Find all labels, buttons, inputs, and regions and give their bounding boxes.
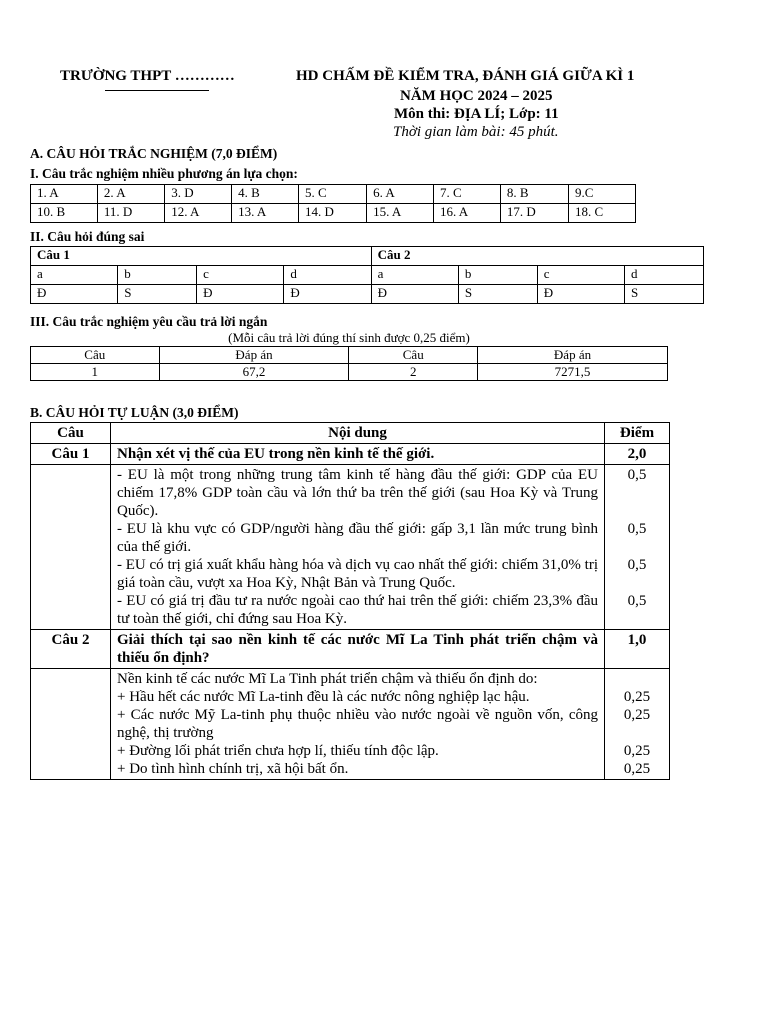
exam-title: HD CHẤM ĐỀ KIỂM TRA, ĐÁNH GIÁ GIỮA KÌ 1 [296, 68, 635, 84]
column-header: Điểm [605, 423, 670, 444]
answer-cell: 5. C [299, 185, 367, 204]
item-score: 0,25 [623, 743, 651, 759]
question-label: Câu 2 [31, 630, 111, 669]
tf-answer-cell: Đ [284, 285, 371, 304]
table-row [31, 630, 670, 669]
table-row [31, 444, 670, 465]
table-row [31, 669, 670, 780]
part3-scoring-note: (Mỗi câu trả lời đúng thí sinh được 0,25 điểm) [228, 330, 470, 345]
part2-title: II. Câu hỏi đúng sai [30, 229, 145, 244]
tf-answer-cell: Đ [537, 285, 624, 304]
answer-item: + Đường lối phát triển chưa hợp lí, thiếu tính độc lập. [117, 743, 439, 759]
table-row [31, 285, 704, 304]
true-false-answer-table [30, 246, 704, 304]
table-row [31, 364, 668, 381]
exam-time: Thời gian làm bài: 45 phút. [393, 124, 559, 140]
answer-item: - EU có trị giá xuất khẩu hàng hóa và dịch vụ cao nhất thế giới: chiếm 31,0% trị giá toàn cầu, vượt xa Hoa Kỳ, Nhật Bản và Trung Quốc. [117, 557, 598, 591]
exam-year: NĂM HỌC 2024 – 2025 [400, 88, 553, 104]
answer-scores [605, 669, 670, 780]
answer-item: + Các nước Mỹ La-tinh phụ thuộc nhiều vào nước ngoài về nguồn vốn, công nghệ, thị trường [117, 707, 598, 741]
answer-cell: 7. C [434, 185, 501, 204]
answer-item: + Do tình hình chính trị, xã hội bất ổn. [117, 761, 349, 777]
part1-title: I. Câu trắc nghiệm nhiều phương án lựa chọn: [30, 166, 298, 181]
answer-cell: 16. A [434, 204, 501, 223]
column-header: Câu [349, 347, 478, 364]
short-answer-cell: 1 [31, 364, 160, 381]
answer-cell: 15. A [367, 204, 434, 223]
answer-content [111, 465, 605, 630]
table-row [31, 465, 670, 630]
question-1-header: Câu 1 [31, 247, 372, 266]
exam-subject: Môn thi: ĐỊA LÍ; Lớp: 11 [394, 106, 559, 122]
answer-cell: 4. B [232, 185, 299, 204]
table-row [31, 347, 668, 364]
question-score: 1,0 [605, 630, 670, 669]
empty-cell [31, 669, 111, 780]
answer-cell: 2. A [97, 185, 164, 204]
school-underline [105, 90, 209, 91]
answer-item: - EU là khu vực có GDP/người hàng đầu thế giới: gấp 3,1 lần mức trung bình của thế giới. [117, 521, 598, 555]
item-score: 0,25 [623, 689, 651, 705]
tf-answer-cell: S [118, 285, 197, 304]
letter-cell: c [537, 266, 624, 285]
question-score: 2,0 [605, 444, 670, 465]
essay-grading-table [30, 422, 670, 780]
tf-answer-cell: Đ [197, 285, 284, 304]
question-label: Câu 1 [31, 444, 111, 465]
tf-answer-cell: Đ [371, 285, 458, 304]
item-score: 0,5 [627, 557, 647, 573]
answer-cell: 8. B [500, 185, 568, 204]
item-score: 0,5 [627, 521, 647, 537]
answer-cell: 3. D [165, 185, 232, 204]
answer-cell: 17. D [500, 204, 568, 223]
answer-item: - EU là một trong những trung tâm kinh tế hàng đầu thế giới: GDP của EU chiếm 17,8% GDP toàn cầu và lớn thứ ba trên thế giới (sau Hoa Kỳ và Trung Quốc). [117, 467, 598, 519]
answer-scores [605, 465, 670, 630]
item-score: 0,5 [627, 467, 647, 483]
item-score: 0,5 [627, 593, 647, 609]
letter-cell: d [625, 266, 704, 285]
answer-cell: 6. A [367, 185, 434, 204]
section-b-title: B. CÂU HỎI TỰ LUẬN (3,0 ĐIỂM) [30, 405, 239, 420]
answer-cell: 10. B [31, 204, 98, 223]
answer-cell: 14. D [299, 204, 367, 223]
letter-cell: b [118, 266, 197, 285]
column-header: Đáp án [478, 347, 668, 364]
table-row [31, 247, 704, 266]
letter-cell: c [197, 266, 284, 285]
table-row [31, 185, 636, 204]
item-score: 0,25 [623, 707, 651, 723]
question-heading: Giải thích tại sao nền kinh tế các nước Mĩ La Tinh phát triển chậm và thiếu ổn định? [111, 630, 605, 669]
question-heading: Nhận xét vị thế của EU trong nền kinh tế thế giới. [111, 444, 605, 465]
answer-cell: 11. D [97, 204, 164, 223]
part3-title: III. Câu trắc nghiệm yêu cầu trả lời ngắn [30, 314, 268, 329]
short-answer-cell: 67,2 [159, 364, 349, 381]
school-name: TRƯỜNG THPT ………… [60, 68, 235, 84]
tf-answer-cell: S [458, 285, 537, 304]
section-a-title: A. CÂU HỎI TRẮC NGHIỆM (7,0 ĐIỂM) [30, 146, 278, 161]
letter-cell: a [31, 266, 118, 285]
letter-cell: a [371, 266, 458, 285]
tf-answer-cell: S [625, 285, 704, 304]
table-row [31, 423, 670, 444]
table-row [31, 266, 704, 285]
answer-cell: 1. A [31, 185, 98, 204]
short-answer-cell: 2 [349, 364, 478, 381]
tf-answer-cell: Đ [31, 285, 118, 304]
item-score: 0,25 [623, 761, 651, 777]
answer-item: + Hầu hết các nước Mĩ La-tinh đều là các nước nông nghiệp lạc hậu. [117, 689, 530, 705]
answer-content [111, 669, 605, 780]
answer-cell: 9.C [568, 185, 635, 204]
table-row [31, 204, 636, 223]
empty-cell [31, 465, 111, 630]
short-answer-cell: 7271,5 [478, 364, 668, 381]
question-2-header: Câu 2 [371, 247, 703, 266]
answer-cell: 13. A [232, 204, 299, 223]
column-header: Nội dung [111, 423, 605, 444]
letter-cell: d [284, 266, 371, 285]
multiple-choice-answer-table [30, 184, 636, 223]
column-header: Đáp án [159, 347, 349, 364]
answer-cell: 12. A [165, 204, 232, 223]
column-header: Câu [31, 347, 160, 364]
answer-item: - EU có giá trị đầu tư ra nước ngoài cao thứ hai trên thế giới: chiếm 23,3% đầu tư toàn thế giới, chỉ đứng sau Hoa Kỳ. [117, 593, 598, 627]
short-answer-table [30, 346, 668, 381]
letter-cell: b [458, 266, 537, 285]
answer-intro: Nền kinh tế các nước Mĩ La Tinh phát triển chậm và thiếu ổn định do: [117, 671, 538, 687]
answer-cell: 18. C [568, 204, 635, 223]
column-header: Câu [31, 423, 111, 444]
